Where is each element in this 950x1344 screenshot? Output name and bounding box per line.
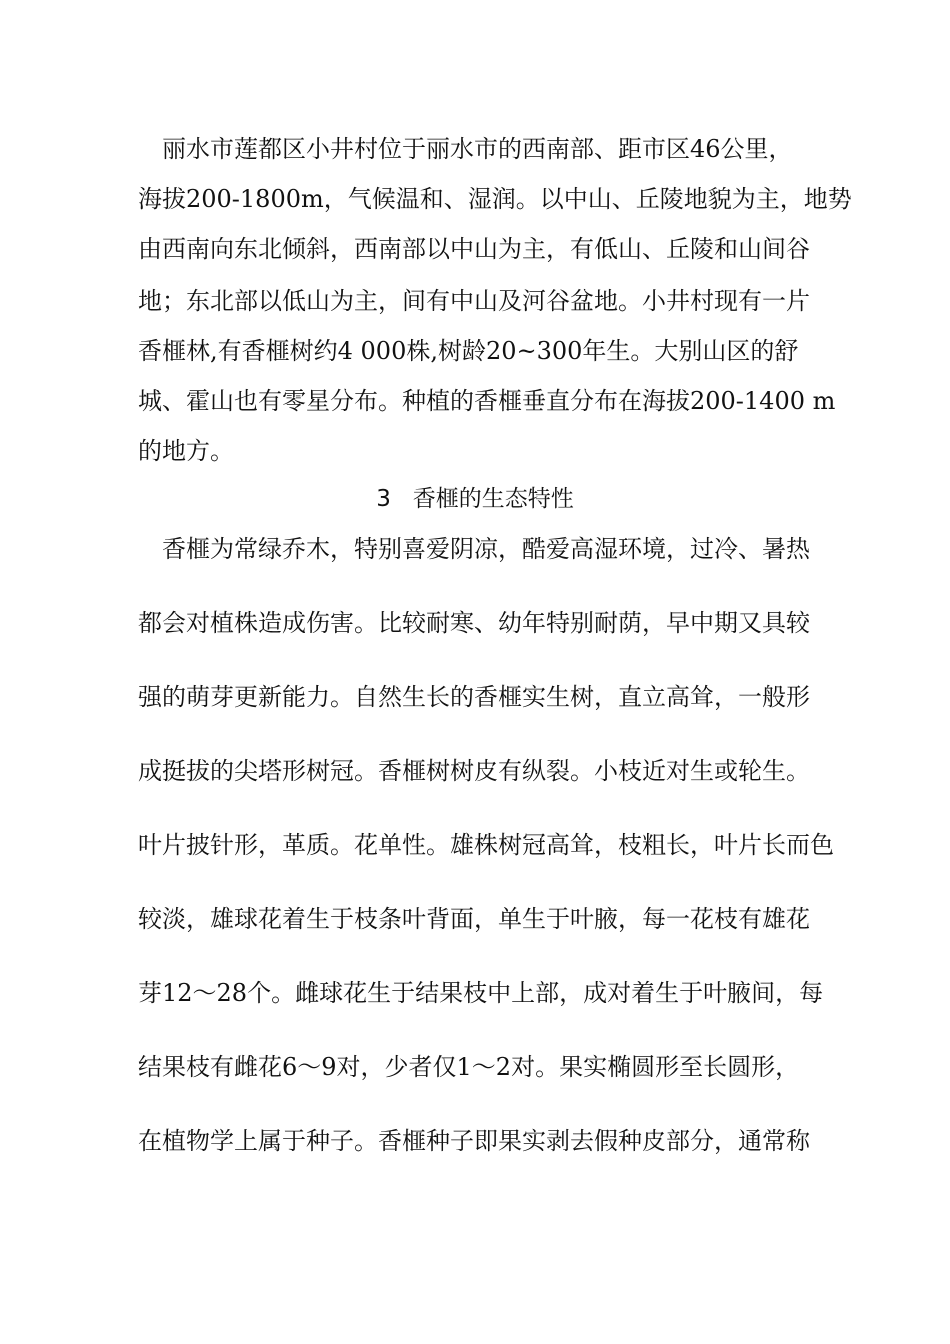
text-line: 结果枝有雌花6～9对，少者仅1～2对。果实椭圆形至长圆形， — [138, 1053, 800, 1081]
text-line: 较淡，雄球花着生于枝条叶背面，单生于叶腋，每一花枝有雄花 — [138, 905, 810, 933]
text-line: 成挺拔的尖塔形树冠。香榧树树皮有纵裂。小枝近对生或轮生。 — [138, 757, 810, 785]
text-line: 在植物学上属于种子。香榧种子即果实剥去假种皮部分，通常称 — [138, 1127, 810, 1155]
text-line: 香榧为常绿乔木，特别喜爱阴凉，酷爱高湿环境，过冷、暑热 — [138, 535, 810, 563]
text-line: 城、霍山也有零星分布。种植的香榧垂直分布在海拔200-1400 m — [138, 387, 836, 415]
text-line: 叶片披针形，革质。花单性。雄株树冠高耸，枝粗长，叶片长而色 — [138, 831, 834, 859]
text-line: 丽水市莲都区小井村位于丽水市的西南部、距市区46公里， — [138, 135, 793, 163]
section-heading: 3 香榧的生态特性 — [376, 486, 574, 512]
text-line: 由西南向东北倾斜，西南部以中山为主，有低山、丘陵和山间谷 — [138, 235, 810, 263]
text-line: 强的萌芽更新能力。自然生长的香榧实生树，直立高耸，一般形 — [138, 683, 810, 711]
text-line: 的地方。 — [138, 437, 234, 465]
text-line: 地；东北部以低山为主，间有中山及河谷盆地。小井村现有一片 — [138, 287, 810, 315]
text-line: 都会对植株造成伤害。比较耐寒、幼年特别耐荫，早中期又具较 — [138, 609, 810, 637]
text-line: 海拔200-1800m，气候温和、湿润。以中山、丘陵地貌为主，地势 — [138, 185, 852, 213]
text-line: 香榧林,有香榧树约4 000株,树龄20~300年生。大别山区的舒 — [138, 337, 799, 365]
text-line: 芽12～28个。雌球花生于结果枝中上部，成对着生于叶腋间，每 — [138, 979, 824, 1007]
